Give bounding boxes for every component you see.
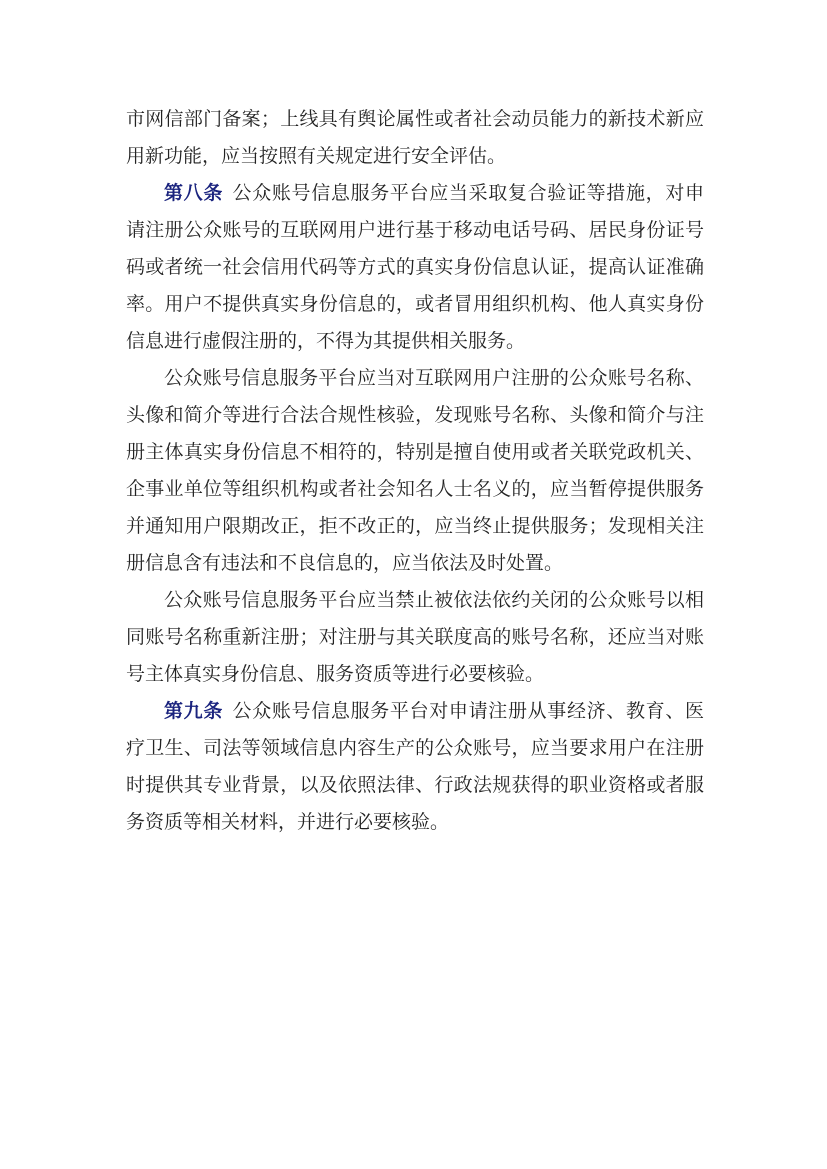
paragraph-text: 公众账号信息服务平台应当采取复合验证等措施，对申请注册公众账号的互联网用户进行基于移动电话号码、居民身份证号码或者统一社会信用代码等方式的真实身份信息认证，提高认证准确率。用户不提供真实身份信息的，或者冒用组织机构、他人真实身份信息进行虚假注册的，不得为其提供相关服务。 xyxy=(126,182,704,352)
paragraph-continuation xyxy=(126,101,704,175)
paragraph-text: 公众账号信息服务平台对申请注册从事经济、教育、医疗卫生、司法等领域信息内容生产的公众账号，应当要求用户在注册时提供其专业背景，以及依照法律、行政法规获得的职业资格或者服务资质等相关材料，并进行必要核验。 xyxy=(126,700,704,833)
paragraph-article-8 xyxy=(126,175,704,360)
document-body xyxy=(126,101,704,841)
article-heading: 第九条 xyxy=(164,700,224,722)
paragraph-text: 公众账号信息服务平台应当对互联网用户注册的公众账号名称、头像和简介等进行合法合规性核验，发现账号名称、头像和简介与注册主体真实身份信息不相符的，特别是擅自使用或者关联党政机关、企事业单位等组织机构或者社会知名人士名义的，应当暂停提供服务并通知用户限期改正，拒不改正的，应当终止提供服务；发现相关注册信息含有违法和不良信息的，应当依法及时处置。 xyxy=(126,367,704,574)
paragraph-name-verification xyxy=(126,360,704,582)
paragraph-article-9 xyxy=(126,693,704,841)
article-heading: 第八条 xyxy=(164,182,224,204)
paragraph-text: 市网信部门备案；上线具有舆论属性或者社会动员能力的新技术新应用新功能，应当按照有关规定进行安全评估。 xyxy=(126,108,704,167)
paragraph-closed-accounts xyxy=(126,582,704,693)
paragraph-text: 公众账号信息服务平台应当禁止被依法依约关闭的公众账号以相同账号名称重新注册；对注册与其关联度高的账号名称，还应当对账号主体真实身份信息、服务资质等进行必要核验。 xyxy=(126,589,704,685)
